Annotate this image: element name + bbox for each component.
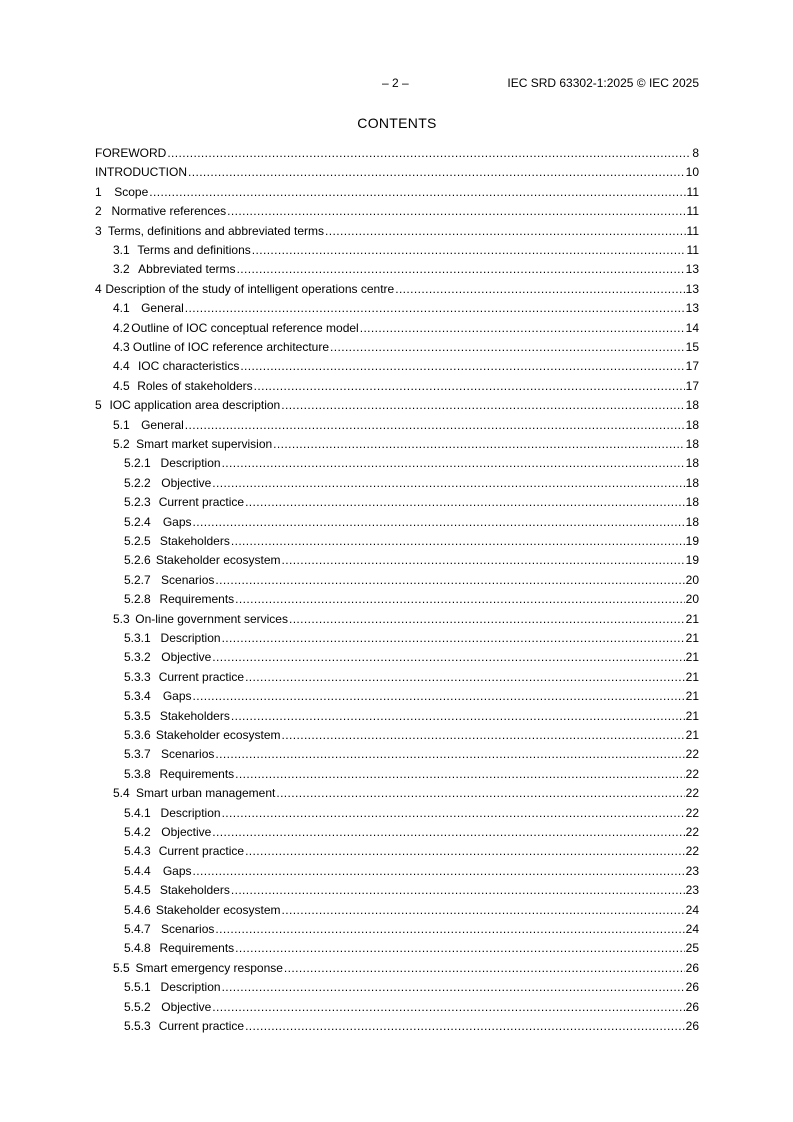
toc-entry-number: 5.3.2: [124, 650, 151, 665]
dot-leader: [282, 728, 685, 743]
dot-leader: [222, 806, 685, 821]
toc-entry-number: 5.2.3: [124, 495, 151, 510]
toc-entry-number: 5.3.8: [124, 766, 151, 781]
dot-leader: [276, 786, 684, 801]
dot-leader: [235, 941, 684, 956]
toc-entry-page: 18: [685, 417, 699, 432]
toc-entry[interactable]: [95, 864, 699, 879]
toc-entry-title: Smart emergency response: [135, 960, 283, 975]
dot-leader: [245, 495, 685, 510]
toc-entry-page: 23: [685, 883, 699, 898]
dot-leader: [245, 1019, 685, 1034]
dot-leader: [215, 573, 684, 588]
dot-leader: [245, 670, 685, 685]
toc-entry-number: 3.1: [113, 243, 130, 257]
toc-entry-title: Scenarios: [161, 747, 215, 762]
dot-leader: [235, 767, 684, 782]
toc-entry-page: 25: [685, 941, 699, 956]
toc-entry-page: 22: [685, 747, 699, 762]
toc-entry[interactable]: [95, 903, 699, 918]
toc-entry-number: 4.3: [113, 340, 130, 354]
toc-entry-number: 5.4.4: [124, 863, 151, 878]
toc-entry-page: 15: [685, 340, 699, 354]
toc-entry[interactable]: [95, 379, 699, 394]
dot-leader: [273, 437, 684, 452]
dot-leader: [222, 980, 685, 995]
toc-entry-title: Objective: [161, 475, 212, 490]
dot-leader: [231, 709, 685, 724]
dot-leader: [289, 612, 685, 627]
toc-entry[interactable]: [95, 1019, 699, 1034]
toc-entry[interactable]: [95, 437, 699, 452]
toc-entry-title: IOC application area description: [109, 398, 281, 413]
toc-entry[interactable]: [95, 476, 699, 491]
toc-entry-number: 5.2.4: [124, 514, 151, 529]
toc-entry-number: 5.4.2: [124, 825, 151, 839]
toc-entry-page: 17: [685, 359, 699, 374]
toc-entry[interactable]: [95, 456, 699, 471]
dot-leader: [252, 243, 686, 258]
dot-leader: [215, 922, 684, 937]
toc-entry[interactable]: [95, 941, 699, 956]
toc-entry[interactable]: [95, 650, 699, 665]
dot-leader: [185, 418, 685, 433]
toc-entry-title: Stakeholder ecosystem: [155, 553, 281, 568]
standard-reference: IEC SRD 63302-1:2025 © IEC 2025: [507, 76, 699, 90]
toc-entry[interactable]: [95, 301, 699, 316]
toc-entry-page: 13: [685, 281, 699, 296]
dot-leader: [284, 961, 685, 976]
toc-entry-title: Description: [160, 805, 221, 820]
toc-entry-number: 5.3.5: [124, 708, 151, 723]
toc-entry[interactable]: [95, 204, 699, 219]
toc-entry-number: 5.5.1: [124, 980, 151, 995]
toc-entry-number: 5.2.8: [124, 592, 151, 607]
toc-entry-title: Abbreviated terms: [138, 262, 236, 277]
dot-leader: [227, 204, 685, 219]
toc-entry-title: Scenarios: [161, 922, 215, 936]
toc-entry[interactable]: [95, 398, 699, 413]
toc-entry[interactable]: [95, 825, 699, 840]
toc-entry-title: Scope: [114, 184, 149, 199]
toc-entry-page: 22: [685, 844, 699, 859]
dot-leader: [212, 650, 684, 665]
toc-entry-number: 5.3.7: [124, 747, 151, 762]
toc-entry-title: Requirements: [159, 941, 235, 956]
toc-entry-title: Description: [160, 456, 221, 471]
toc-entry-number: 4: [95, 281, 102, 296]
toc-entry[interactable]: [95, 243, 699, 258]
toc-entry-number: 5.2.7: [124, 572, 151, 587]
toc-entry-title: Stakeholders: [159, 534, 230, 548]
toc-entry-page: 11: [686, 184, 699, 199]
toc-entry-number: 5.5.3: [124, 1019, 151, 1033]
toc-entry-page: 19: [685, 553, 699, 568]
toc-entry[interactable]: [95, 185, 699, 200]
toc-entry-page: 21: [685, 611, 699, 626]
toc-entry-number: 5.4.8: [124, 941, 151, 956]
toc-entry-title: INTRODUCTION: [95, 165, 187, 180]
toc-entry-title: Requirements: [159, 766, 235, 781]
toc-entry-number: 4.2: [113, 320, 130, 335]
toc-entry-page: 21: [685, 689, 699, 704]
toc-entry[interactable]: [95, 612, 699, 627]
toc-entry-number: 4.1: [113, 301, 130, 316]
toc-entry-page: 24: [685, 902, 699, 917]
toc-entry-page: 13: [685, 301, 699, 316]
toc-entry[interactable]: [95, 359, 699, 374]
toc-entry[interactable]: [95, 883, 699, 898]
toc-entry-title: Terms and definitions: [137, 243, 251, 257]
toc-entry-title: Terms, definitions and abbreviated terms: [107, 223, 325, 238]
toc-entry-page: 22: [685, 805, 699, 820]
toc-entry-title: IOC characteristics: [137, 359, 240, 374]
toc-entry-page: 18: [685, 475, 699, 490]
toc-entry-number: 5.2.6: [124, 553, 151, 568]
toc-entry-page: 21: [685, 728, 699, 742]
toc-entry-page: 20: [685, 592, 699, 607]
toc-entry-page: 11: [686, 223, 699, 238]
toc-entry[interactable]: [95, 786, 699, 801]
toc-entry[interactable]: [95, 165, 699, 180]
toc-entry-page: 11: [686, 243, 699, 257]
dot-leader: [245, 844, 685, 859]
toc-entry[interactable]: [95, 670, 699, 685]
toc-entry-title: Smart urban management: [135, 786, 276, 801]
toc-entry-page: 8: [692, 146, 699, 160]
dot-leader: [188, 165, 685, 180]
toc-entry[interactable]: [95, 728, 699, 743]
dot-leader: [240, 359, 684, 374]
toc-entry[interactable]: [95, 495, 699, 510]
toc-entry-title: Objective: [161, 825, 212, 839]
toc-entry-title: On-line government services: [135, 611, 288, 626]
toc-entry-number: 5.4.6: [124, 902, 151, 917]
toc-entry-title: Current practice: [158, 844, 245, 859]
toc-entry-title: Current practice: [158, 669, 245, 684]
toc-entry[interactable]: [95, 922, 699, 937]
dot-leader: [330, 340, 685, 355]
toc-entry-page: 17: [685, 378, 699, 393]
toc-entry-title: Stakeholders: [159, 883, 230, 898]
toc-entry-number: 5.3: [113, 611, 130, 626]
toc-entry-page: 21: [685, 650, 699, 665]
toc-entry-number: 4.5: [113, 378, 130, 393]
toc-entry[interactable]: [95, 515, 699, 530]
dot-leader: [212, 825, 684, 840]
toc-entry-page: 23: [685, 863, 699, 878]
toc-entry-page: 14: [685, 320, 699, 335]
toc-entry-title: Stakeholders: [159, 708, 230, 723]
toc-entry-title: Current practice: [158, 1019, 245, 1033]
toc-entry-title: Stakeholder ecosystem: [155, 902, 281, 917]
page-title: CONTENTS: [357, 115, 437, 131]
toc-entry[interactable]: [95, 844, 699, 859]
toc-entry-page: 26: [685, 960, 699, 975]
toc-entry-page: 18: [685, 495, 699, 510]
toc-entry-title: Smart market supervision: [136, 437, 273, 451]
page-header: [95, 76, 699, 92]
toc-entry-page: 22: [685, 786, 699, 801]
toc-entry-page: 24: [685, 922, 699, 936]
toc-entry-page: 21: [685, 669, 699, 684]
toc-entry-page: 13: [685, 262, 699, 277]
toc-entry-number: 5.3.4: [124, 689, 151, 704]
toc-entry-page: 26: [685, 980, 699, 995]
toc-entry-title: Stakeholder ecosystem: [155, 728, 281, 742]
dot-leader: [231, 534, 685, 549]
toc-entry-number: 5.5.2: [124, 999, 151, 1014]
dot-leader: [212, 1000, 684, 1015]
dot-leader: [193, 689, 685, 704]
toc-entry-number: 3.2: [113, 262, 130, 277]
toc-entry-number: 5.2: [113, 437, 130, 451]
toc-entry-page: 26: [685, 999, 699, 1014]
toc-entry-number: 5.2.5: [124, 534, 151, 548]
toc-entry-title: Gaps: [162, 863, 192, 878]
dot-leader: [237, 262, 685, 277]
toc-entry-number: 1: [95, 184, 102, 199]
dot-leader: [325, 224, 685, 239]
toc-entry[interactable]: [95, 1000, 699, 1015]
toc-entry-page: 26: [685, 1019, 699, 1033]
toc-entry[interactable]: [95, 709, 699, 724]
dot-leader: [231, 883, 685, 898]
toc-entry-page: 21: [685, 708, 699, 723]
toc-entry-page: 10: [685, 165, 699, 180]
toc-entry-number: 5.2.1: [124, 456, 151, 471]
toc-entry-page: 11: [686, 204, 699, 219]
dot-leader: [193, 515, 685, 530]
toc-entry-page: 21: [685, 631, 699, 645]
toc-entry-title: Description: [160, 980, 221, 995]
toc-entry[interactable]: [95, 553, 699, 568]
toc-entry[interactable]: [95, 418, 699, 433]
toc-entry-title: Description: [160, 631, 221, 645]
toc-entry-number: 5.3.3: [124, 669, 151, 684]
dot-leader: [360, 321, 685, 336]
dot-leader: [222, 631, 685, 646]
toc-entry[interactable]: [95, 262, 699, 277]
toc-entry-number: 5.4.1: [124, 805, 151, 820]
toc-entry-page: 19: [685, 534, 699, 548]
toc-entry-number: 5.2.2: [124, 475, 151, 490]
toc-entry-title: Normative references: [111, 204, 227, 219]
dot-leader: [254, 379, 685, 394]
toc-entry-page: 20: [685, 572, 699, 587]
toc-entry[interactable]: [95, 282, 699, 297]
toc-entry-title: Roles of stakeholders: [137, 378, 253, 393]
dot-leader: [185, 301, 685, 316]
toc-entry-page: 18: [685, 398, 699, 413]
toc-entry-number: 5.3.6: [124, 728, 151, 742]
toc-entry[interactable]: [95, 534, 699, 549]
dot-leader: [282, 553, 685, 568]
toc-entry[interactable]: [95, 573, 699, 588]
toc-entry-number: 4.4: [113, 359, 130, 374]
toc-entry-number: 3: [95, 223, 102, 238]
toc-entry[interactable]: [95, 631, 699, 646]
toc-entry[interactable]: [95, 747, 699, 762]
dot-leader: [222, 456, 685, 471]
dot-leader: [215, 747, 684, 762]
toc-entry-number: 5.4.5: [124, 883, 151, 898]
dot-leader: [149, 185, 685, 200]
toc-entry[interactable]: [95, 340, 699, 355]
dot-leader: [212, 476, 684, 491]
toc-entry-page: 18: [685, 437, 699, 451]
toc-entry[interactable]: [95, 767, 699, 782]
page-number: – 2 –: [382, 76, 409, 90]
toc-entry-page: 22: [685, 825, 699, 839]
toc-entry-title: Requirements: [159, 592, 235, 607]
dot-leader: [235, 592, 684, 607]
toc-entry-title: Gaps: [162, 514, 192, 529]
toc-entry-title: Scenarios: [161, 572, 215, 587]
toc-entry-number: 5.4.3: [124, 844, 151, 859]
dot-leader: [167, 146, 691, 161]
toc-entry-title: Objective: [161, 999, 212, 1014]
toc-entry-number: 2: [95, 204, 102, 219]
toc-entry[interactable]: [95, 806, 699, 821]
toc-entry-number: 5.1: [113, 417, 130, 432]
dot-leader: [282, 903, 685, 918]
toc-entry[interactable]: [95, 146, 699, 161]
toc-entry[interactable]: [95, 321, 699, 336]
toc-entry-number: 5.4.7: [124, 922, 151, 936]
toc-entry-title: Outline of IOC reference architecture: [132, 340, 330, 354]
toc-entry[interactable]: [95, 592, 699, 607]
toc-entry[interactable]: [95, 980, 699, 995]
toc-entry-page: 18: [685, 456, 699, 471]
toc-entry[interactable]: [95, 961, 699, 976]
toc-entry-title: General: [141, 417, 184, 432]
toc-entry-title: Outline of IOC conceptual reference model: [131, 320, 359, 335]
toc-entry-title: Current practice: [158, 495, 245, 510]
toc-entry-number: 5.4: [113, 786, 130, 801]
toc-entry-title: FOREWORD: [95, 146, 167, 160]
toc-entry-number: 5.5: [113, 960, 130, 975]
toc-entry-title: Gaps: [162, 689, 192, 704]
dot-leader: [193, 864, 685, 879]
dot-leader: [395, 282, 684, 297]
toc-entry-title: Objective: [161, 650, 212, 665]
toc-entry[interactable]: [95, 224, 699, 239]
dot-leader: [281, 398, 684, 413]
toc-entry-page: 18: [685, 514, 699, 529]
toc-entry-number: 5.3.1: [124, 631, 151, 645]
toc-entry[interactable]: [95, 689, 699, 704]
toc-entry-page: 22: [685, 766, 699, 781]
toc-entry-title: General: [141, 301, 184, 316]
toc-entry-number: 5: [95, 398, 102, 413]
toc-entry-title: Description of the study of intelligent operations centre: [105, 281, 395, 296]
